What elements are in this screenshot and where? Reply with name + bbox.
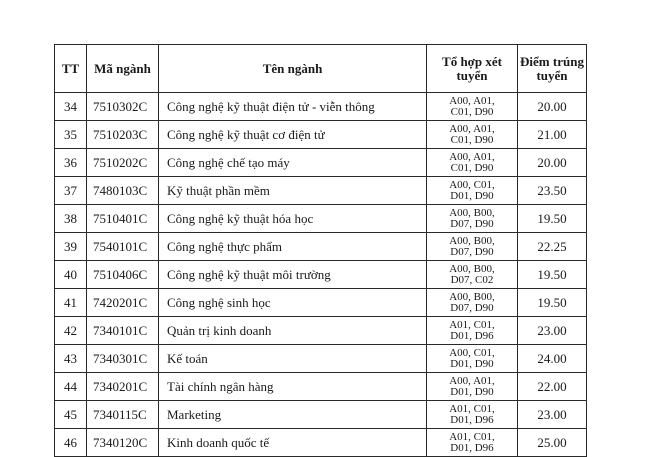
row-number-cell: 37 <box>55 177 87 205</box>
subject-combination-line: D01, D96 <box>450 413 494 426</box>
table-row <box>55 177 587 205</box>
major-code-cell: 7510202C <box>87 149 159 177</box>
subject-combination-cell <box>427 177 518 205</box>
subject-combination-cell <box>427 429 518 457</box>
subject-combination-cell <box>427 233 518 261</box>
major-name-cell: Kế toán <box>159 345 427 373</box>
table-row <box>55 317 587 345</box>
admission-score-cell: 20.00 <box>518 93 587 121</box>
admission-score-cell: 22.25 <box>518 233 587 261</box>
table-row <box>55 261 587 289</box>
table-row <box>55 149 587 177</box>
subject-combination-line: D01, D96 <box>450 329 494 342</box>
table-row <box>55 121 587 149</box>
major-code-cell: 7340301C <box>87 345 159 373</box>
table-row <box>55 233 587 261</box>
subject-combination-cell <box>427 93 518 121</box>
major-name-cell: Công nghệ kỹ thuật môi trường <box>159 261 427 289</box>
major-code-cell: 7480103C <box>87 177 159 205</box>
major-code-cell: 7340115C <box>87 401 159 429</box>
major-name-cell: Kỹ thuật phần mềm <box>159 177 427 205</box>
admission-score-cell: 19.50 <box>518 289 587 317</box>
row-number-cell: 43 <box>55 345 87 373</box>
subject-combination-line: D07, D90 <box>450 245 494 258</box>
subject-combination-line: A01, C01, <box>449 430 495 443</box>
admission-score-cell: 25.00 <box>518 429 587 457</box>
row-number-cell: 46 <box>55 429 87 457</box>
row-number-cell: 36 <box>55 149 87 177</box>
major-code-cell: 7510203C <box>87 121 159 149</box>
admission-score-table-document <box>54 44 587 457</box>
admission-score-cell: 19.50 <box>518 205 587 233</box>
row-number-cell: 38 <box>55 205 87 233</box>
subject-combination-line: D07, D90 <box>450 301 494 314</box>
subject-combination-cell <box>427 401 518 429</box>
subject-combination-line: A00, B00, <box>449 234 495 247</box>
row-number-cell: 39 <box>55 233 87 261</box>
row-number-cell: 44 <box>55 373 87 401</box>
major-name-cell: Kinh doanh quốc tế <box>159 429 427 457</box>
header-major-code: Mã ngành <box>87 45 159 93</box>
admission-score-cell: 24.00 <box>518 345 587 373</box>
subject-combination-line: A00, A01, <box>449 374 495 387</box>
major-name-cell: Công nghệ chế tạo máy <box>159 149 427 177</box>
major-name-cell: Quản trị kinh doanh <box>159 317 427 345</box>
major-code-cell: 7540101C <box>87 233 159 261</box>
major-code-cell: 7420201C <box>87 289 159 317</box>
subject-combination-line: A00, C01, <box>449 178 495 191</box>
subject-combination-line: A00, C01, <box>449 346 495 359</box>
major-code-cell: 7340120C <box>87 429 159 457</box>
subject-combination-line: D01, D96 <box>450 441 494 454</box>
table-row <box>55 205 587 233</box>
subject-combination-line: D07, D90 <box>450 217 494 230</box>
admission-score-cell: 21.00 <box>518 121 587 149</box>
subject-combination-line: A01, C01, <box>449 318 495 331</box>
subject-combination-cell <box>427 121 518 149</box>
table-row <box>55 373 587 401</box>
major-name-cell: Marketing <box>159 401 427 429</box>
table-row <box>55 345 587 373</box>
major-name-cell: Công nghệ thực phẩm <box>159 233 427 261</box>
subject-combination-line: D07, C02 <box>450 273 494 286</box>
admission-score-table <box>54 44 587 457</box>
subject-combination-line: A00, B00, <box>449 290 495 303</box>
major-name-cell: Công nghệ kỹ thuật hóa học <box>159 205 427 233</box>
subject-combination-line: D01, D90 <box>450 385 494 398</box>
row-number-cell: 40 <box>55 261 87 289</box>
major-name-cell: Công nghệ kỹ thuật điện tử - viễn thông <box>159 93 427 121</box>
admission-score-cell: 23.50 <box>518 177 587 205</box>
subject-combination-line: A00, A01, <box>449 122 495 135</box>
subject-combination-line: C01, D90 <box>450 133 494 146</box>
header-tt: TT <box>55 45 87 93</box>
row-number-cell: 34 <box>55 93 87 121</box>
major-name-cell: Tài chính ngân hàng <box>159 373 427 401</box>
admission-score-cell: 23.00 <box>518 401 587 429</box>
major-code-cell: 7510302C <box>87 93 159 121</box>
subject-combination-cell <box>427 205 518 233</box>
admission-score-cell: 22.00 <box>518 373 587 401</box>
admission-score-cell: 23.00 <box>518 317 587 345</box>
row-number-cell: 45 <box>55 401 87 429</box>
admission-score-cell: 20.00 <box>518 149 587 177</box>
subject-combination-line: D01, D90 <box>450 189 494 202</box>
table-row <box>55 289 587 317</box>
header-admission-score: Điểm trúng tuyển <box>518 45 587 93</box>
row-number-cell: 41 <box>55 289 87 317</box>
major-code-cell: 7510401C <box>87 205 159 233</box>
subject-combination-line: A00, B00, <box>449 262 495 275</box>
subject-combination-cell <box>427 317 518 345</box>
major-name-cell: Công nghệ sinh học <box>159 289 427 317</box>
subject-combination-line: C01, D90 <box>450 161 494 174</box>
table-row <box>55 429 587 457</box>
subject-combination-line: D01, D90 <box>450 357 494 370</box>
header-major-name: Tên ngành <box>159 45 427 93</box>
header-subject-combination: Tổ hợp xét tuyển <box>427 45 518 93</box>
subject-combination-line: C01, D90 <box>450 105 494 118</box>
subject-combination-line: A01, C01, <box>449 402 495 415</box>
subject-combination-cell <box>427 289 518 317</box>
table-row <box>55 401 587 429</box>
admission-score-cell: 19.50 <box>518 261 587 289</box>
subject-combination-cell <box>427 373 518 401</box>
subject-combination-line: A00, B00, <box>449 206 495 219</box>
major-code-cell: 7340101C <box>87 317 159 345</box>
table-header-row <box>55 45 587 93</box>
major-code-cell: 7510406C <box>87 261 159 289</box>
major-code-cell: 7340201C <box>87 373 159 401</box>
subject-combination-cell <box>427 261 518 289</box>
subject-combination-cell <box>427 149 518 177</box>
table-row <box>55 93 587 121</box>
major-name-cell: Công nghệ kỹ thuật cơ điện tử <box>159 121 427 149</box>
subject-combination-line: A00, A01, <box>449 94 495 107</box>
row-number-cell: 42 <box>55 317 87 345</box>
subject-combination-cell <box>427 345 518 373</box>
subject-combination-line: A00, A01, <box>449 150 495 163</box>
row-number-cell: 35 <box>55 121 87 149</box>
